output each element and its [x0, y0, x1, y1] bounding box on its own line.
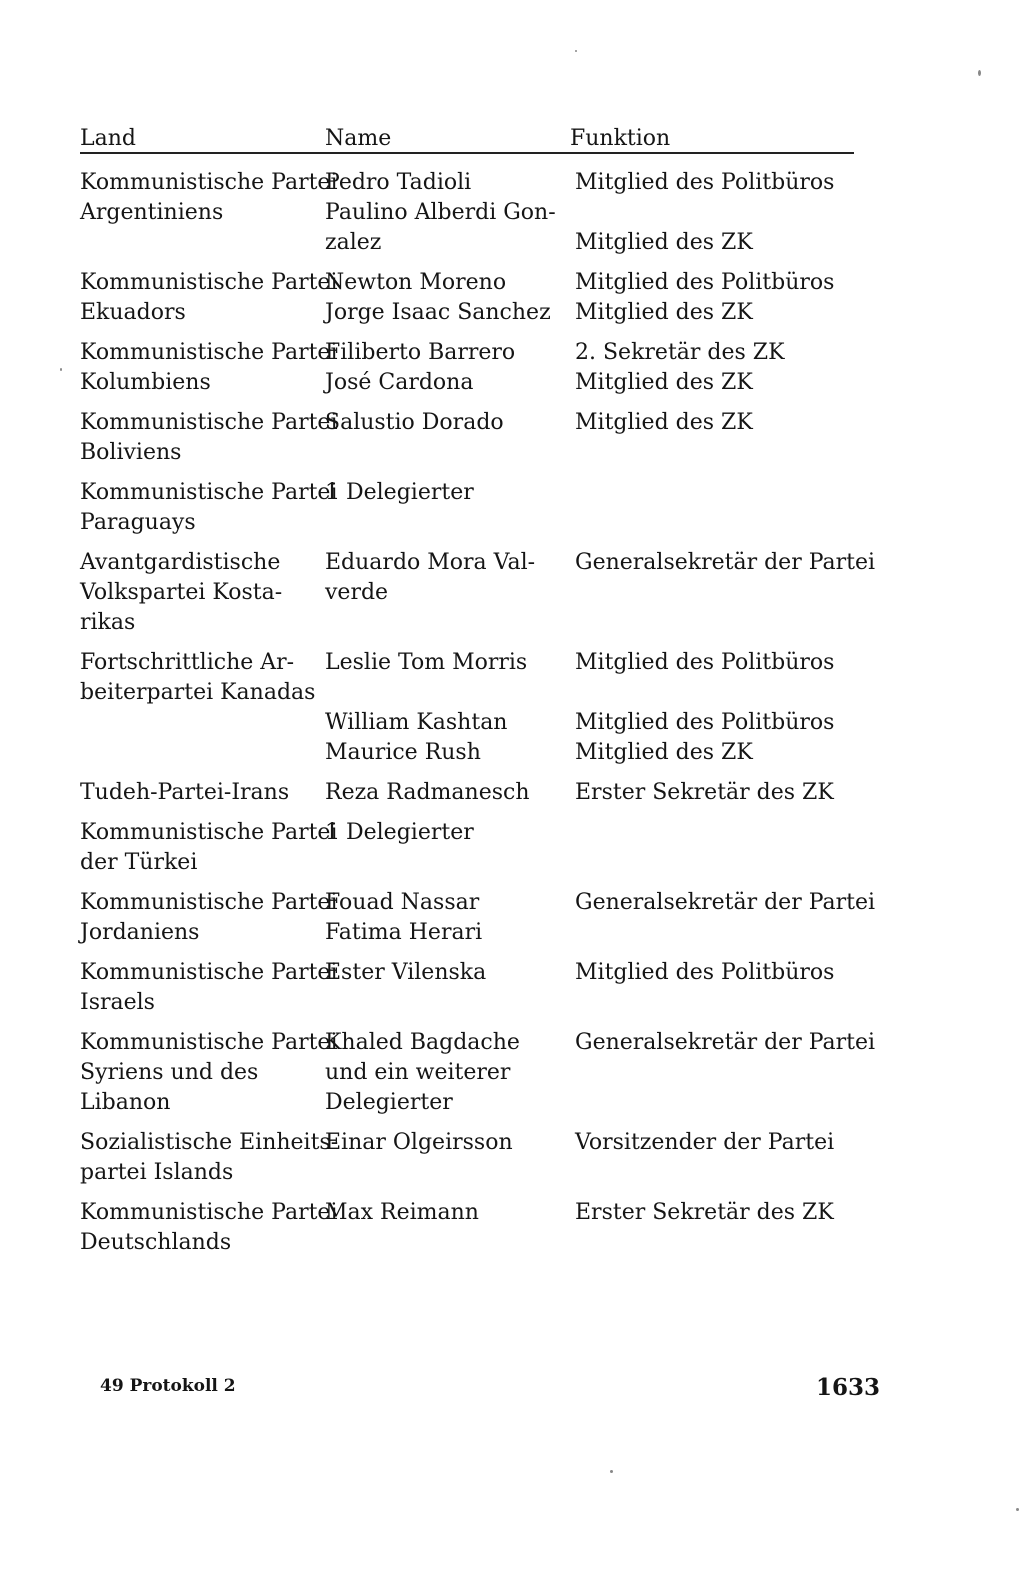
name-cell	[325, 818, 575, 878]
table-row	[80, 818, 870, 878]
header-rule	[80, 152, 854, 154]
funktion-cell	[575, 648, 870, 768]
land-cell-line: Syriens und des	[80, 1060, 259, 1085]
land-cell-line: Israels	[80, 990, 155, 1015]
land-cell-line: Kommunistische Partei	[80, 1200, 338, 1225]
land-cell-line: Deutschlands	[80, 1230, 232, 1255]
land-cell	[80, 648, 325, 768]
scan-speck	[978, 70, 981, 76]
name-cell-line: Ester Vilenska	[325, 960, 487, 985]
land-cell-line: Paraguays	[80, 510, 196, 535]
land-cell-line: Avantgardistische	[80, 550, 281, 575]
funktion-cell	[575, 478, 870, 538]
header-funktion: Funktion	[570, 126, 671, 151]
land-cell-line: Sozialistische Einheits-	[80, 1130, 339, 1155]
name-cell-line: Pedro Tadioli	[325, 170, 472, 195]
name-cell	[325, 338, 575, 398]
name-cell	[325, 958, 575, 1018]
funktion-cell-line: Mitglied des ZK	[575, 410, 753, 435]
funktion-cell-line: Mitglied des Politbüros	[575, 270, 835, 295]
land-cell-line: rikas	[80, 610, 136, 635]
land-cell	[80, 778, 325, 808]
name-cell-line: Eduardo Mora Val-	[325, 550, 536, 575]
scan-speck	[1016, 1508, 1019, 1511]
name-cell-line: Paulino Alberdi Gon-	[325, 200, 556, 225]
name-cell-line: und ein weiterer	[325, 1060, 511, 1085]
scan-speck	[610, 1470, 613, 1473]
name-cell	[325, 1198, 575, 1258]
name-cell-line: Salustio Dorado	[325, 410, 504, 435]
name-cell-line: Einar Olgeirsson	[325, 1130, 513, 1155]
name-cell	[325, 268, 575, 328]
name-cell-line: Fouad Nassar	[325, 890, 480, 915]
land-cell-line: Tudeh-Partei-Irans	[80, 780, 290, 805]
table-row	[80, 268, 870, 328]
land-cell	[80, 478, 338, 538]
land-cell	[80, 1198, 338, 1258]
funktion-cell-line: Mitglied des Politbüros	[575, 170, 835, 195]
name-cell	[325, 648, 575, 768]
land-cell	[80, 408, 338, 468]
land-cell-line: Kommunistische Partei	[80, 890, 338, 915]
funktion-cell-line: Erster Sekretär des ZK	[575, 1200, 834, 1225]
name-cell-line: 1 Delegierter	[325, 480, 474, 505]
land-cell-line: Kolumbiens	[80, 370, 211, 395]
land-cell-line: Kommunistische Partei	[80, 480, 338, 505]
funktion-cell-line: Mitglied des Politbüros	[575, 710, 835, 735]
land-cell-line: Ekuadors	[80, 300, 186, 325]
name-cell	[325, 478, 575, 538]
land-cell	[80, 268, 338, 328]
land-cell	[80, 1128, 339, 1188]
name-cell	[325, 778, 575, 808]
land-cell-line: Fortschrittliche Ar-	[80, 650, 295, 675]
land-cell	[80, 548, 325, 638]
table-body	[80, 168, 876, 1268]
name-cell-line: 1 Delegierter	[325, 820, 474, 845]
funktion-cell	[575, 548, 876, 638]
footer-signature: 49 Protokoll 2	[100, 1376, 236, 1396]
funktion-cell-line: Generalsekretär der Partei	[575, 890, 876, 915]
table-row	[80, 648, 870, 768]
funktion-cell	[575, 268, 870, 328]
scan-speck	[575, 50, 577, 52]
funktion-cell	[575, 1198, 870, 1258]
funktion-cell-line: Mitglied des ZK	[575, 370, 753, 395]
funktion-cell-line: Mitglied des ZK	[575, 230, 753, 255]
table-row	[80, 168, 870, 258]
table-row	[80, 778, 870, 808]
name-cell-line: Reza Radmanesch	[325, 780, 530, 805]
table-row	[80, 1028, 876, 1118]
name-cell	[325, 168, 575, 258]
land-cell-line: Kommunistische Partei	[80, 410, 338, 435]
funktion-cell	[575, 778, 870, 808]
table-row	[80, 548, 876, 638]
name-cell	[325, 1028, 575, 1118]
land-cell-line: Kommunistische Partei	[80, 960, 338, 985]
name-cell-line: Jorge Isaac Sanchez	[325, 300, 551, 325]
table-row	[80, 888, 876, 948]
land-cell	[80, 958, 338, 1018]
land-cell-line: Kommunistische Partei	[80, 170, 338, 195]
funktion-cell	[575, 1128, 870, 1188]
name-cell	[325, 1128, 575, 1188]
land-cell-line: beiterpartei Kanadas	[80, 680, 316, 705]
funktion-cell	[575, 408, 870, 468]
land-cell-line: Kommunistische Partei	[80, 340, 338, 365]
funktion-cell-line: Mitglied des ZK	[575, 740, 753, 765]
land-cell-line: Kommunistische Partei	[80, 820, 338, 845]
name-cell-line: Delegierter	[325, 1090, 453, 1115]
funktion-cell-line: Generalsekretär der Partei	[575, 1030, 876, 1055]
land-cell-line: der Türkei	[80, 850, 198, 875]
land-cell-line: Jordaniens	[80, 920, 200, 945]
funktion-cell	[575, 818, 870, 878]
funktion-cell-line: Mitglied des Politbüros	[575, 960, 835, 985]
land-cell-line: Argentiniens	[80, 200, 224, 225]
land-cell	[80, 168, 338, 258]
name-cell-line: William Kashtan	[325, 710, 508, 735]
name-cell-line: Khaled Bagdache	[325, 1030, 520, 1055]
table-row	[80, 958, 870, 1018]
table-row	[80, 408, 870, 468]
scan-speck	[60, 368, 62, 371]
funktion-cell	[575, 958, 870, 1018]
name-cell-line: Newton Moreno	[325, 270, 507, 295]
name-cell	[325, 408, 575, 468]
funktion-cell-line: Vorsitzender der Partei	[575, 1130, 835, 1155]
funktion-cell-line: Mitglied des Politbüros	[575, 650, 835, 675]
funktion-cell	[575, 888, 876, 948]
name-cell	[325, 548, 575, 638]
table-row	[80, 1198, 870, 1258]
land-cell-line: Kommunistische Partei	[80, 270, 338, 295]
name-cell-line: zalez	[325, 230, 382, 255]
land-cell	[80, 818, 338, 878]
funktion-cell-line: Mitglied des ZK	[575, 300, 753, 325]
land-cell-line: Volkspartei Kosta-	[80, 580, 283, 605]
name-cell-line: Filiberto Barrero	[325, 340, 516, 365]
land-cell-line: Boliviens	[80, 440, 182, 465]
funktion-cell	[575, 168, 870, 258]
table-row	[80, 338, 870, 398]
land-cell-line: partei Islands	[80, 1160, 234, 1185]
name-cell-line: Leslie Tom Morris	[325, 650, 528, 675]
land-cell	[80, 888, 338, 948]
land-cell-line: Libanon	[80, 1090, 171, 1115]
funktion-cell	[575, 338, 870, 398]
table-row	[80, 478, 870, 538]
name-cell	[325, 888, 575, 948]
name-cell-line: Max Reimann	[325, 1200, 479, 1225]
land-cell-line: Kommunistische Partei	[80, 1030, 338, 1055]
header-name: Name	[325, 126, 392, 151]
funktion-cell-line: Erster Sekretär des ZK	[575, 780, 834, 805]
name-cell-line	[325, 678, 575, 708]
table-row	[80, 1128, 870, 1188]
funktion-cell	[575, 1028, 876, 1118]
name-cell-line: Maurice Rush	[325, 740, 481, 765]
funktion-cell-line	[575, 198, 870, 228]
land-cell	[80, 338, 338, 398]
header-land: Land	[80, 126, 136, 151]
name-cell-line: José Cardona	[325, 370, 474, 395]
funktion-cell-line: 2. Sekretär des ZK	[575, 340, 785, 365]
name-cell-line: Fatima Herari	[325, 920, 483, 945]
funktion-cell-line: Generalsekretär der Partei	[575, 550, 876, 575]
land-cell	[80, 1028, 338, 1118]
name-cell-line: verde	[325, 580, 389, 605]
funktion-cell-line	[575, 678, 870, 708]
page-number: 1633	[816, 1374, 881, 1401]
